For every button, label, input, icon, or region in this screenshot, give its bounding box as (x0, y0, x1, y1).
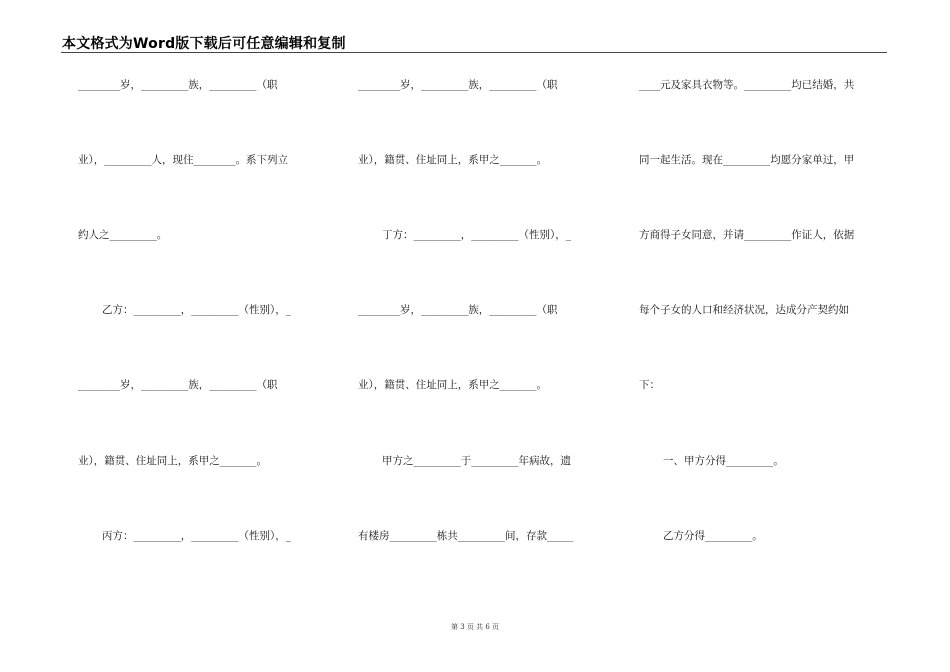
column-line: 同一起生活。现在_________均愿分家单过，甲 (639, 154, 855, 166)
column-line: ________岁，_________族，_________（职 (78, 79, 278, 91)
column-line: 甲方之_________于_________年病故，遗 (382, 455, 571, 467)
column-line: ____元及家具衣物等。_________均已结婚，共 (639, 79, 855, 91)
document-header-title: 本文格式为Word版下载后可任意编辑和复制 (62, 36, 346, 52)
column-line: ________岁，_________族，_________（职 (358, 79, 558, 91)
column-line: 方商得子女同意，并请_________作证人，依据 (639, 229, 855, 241)
column-line: 每个子女的人口和经济状况，达成分产契约如 (639, 304, 849, 316)
column-line: 业），籍贯、住址同上，系甲之_______。 (358, 379, 547, 391)
column-line: 乙方：_________，_________（性别），_ (102, 304, 291, 316)
column-line: 有楼房_________栋共_________间，存款_____ (358, 530, 574, 542)
column-line: ________岁，_________族，_________（职 (358, 304, 558, 316)
column-line: ________岁，_________族，_________（职 (78, 379, 278, 391)
column-line: 丁方：_________，_________（性别），_ (382, 229, 571, 241)
column-line: 一、甲方分得_________。 (663, 455, 784, 467)
page-number: 第 3 页 共 6 页 (450, 623, 500, 631)
column-line: 丙方：_________，_________（性别），_ (102, 530, 291, 542)
column-line: 乙方分得_________。 (663, 530, 763, 542)
header-divider (61, 52, 887, 53)
column-line: 约人之_________。 (78, 229, 168, 241)
column-line: 下： (639, 379, 660, 391)
column-line: 业），籍贯、住址同上，系甲之_______。 (78, 455, 267, 467)
column-line: 业），_________人，现住________。系下列立 (78, 154, 288, 166)
column-line: 业），籍贯、住址同上，系甲之_______。 (358, 154, 547, 166)
